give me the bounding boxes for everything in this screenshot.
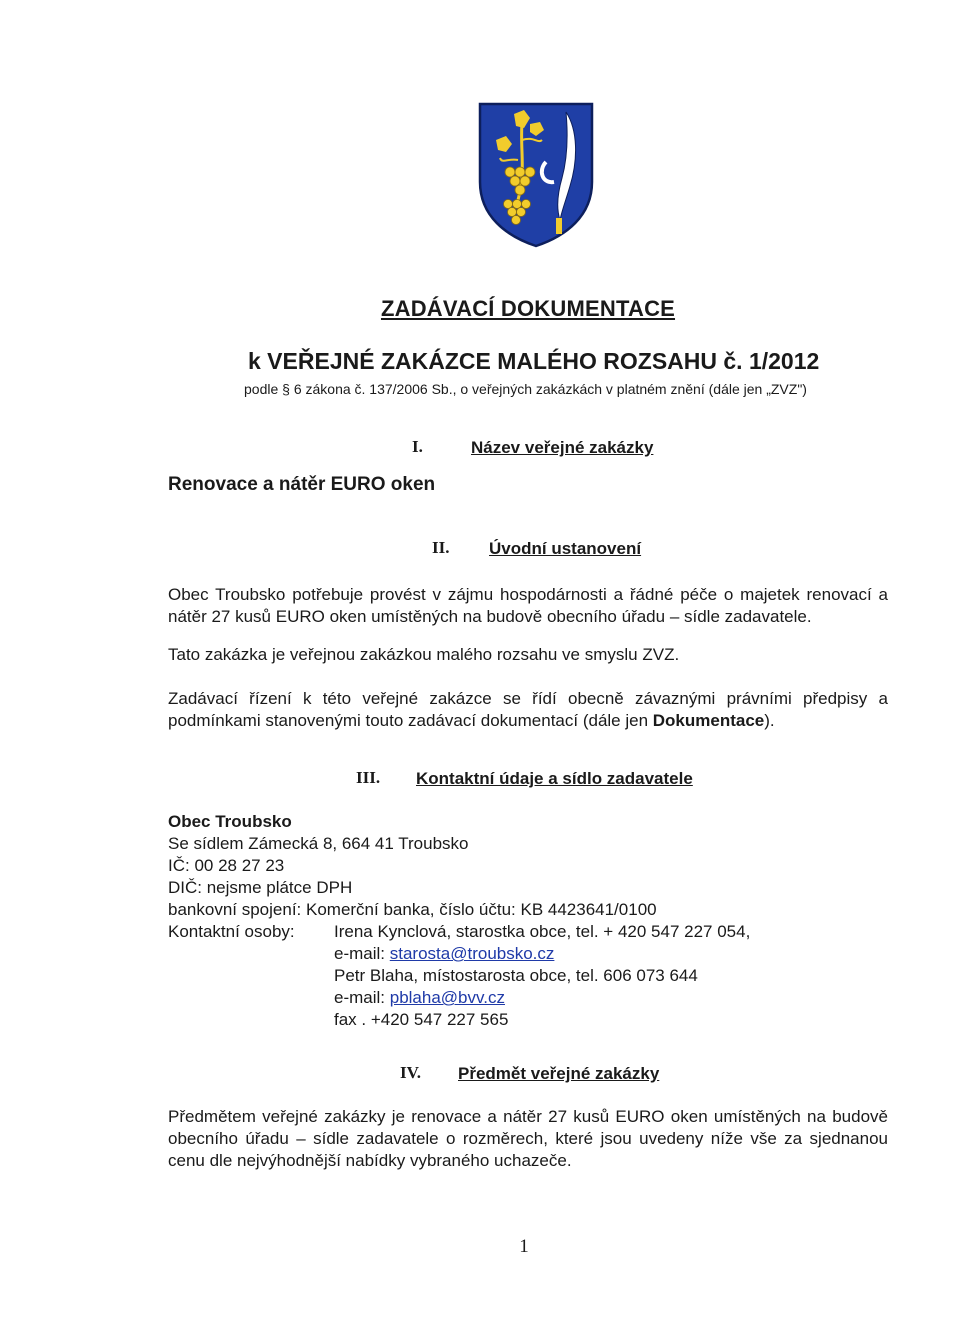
section-3-number: III. — [356, 768, 381, 787]
municipal-coat-of-arms-icon — [474, 100, 598, 248]
contact-2-email-row — [334, 987, 505, 1009]
section-1-title: Název veřejné zakázky — [471, 438, 654, 457]
intro-paragraph-2: Tato zakázka je veřejnou zakázkou malého rozsahu ve smyslu ZVZ. — [168, 645, 680, 664]
section-4-number: IV. — [400, 1063, 421, 1082]
fax-number: fax . +420 547 227 565 — [334, 1010, 509, 1029]
intro-paragraph-1: Obec Troubsko potřebuje provést v zájmu hospodárnosti a řádné péče o majetek renovací a nátěr 27 kusů EURO oken umístěných na budově obecního úřadu – sídle zadavatele. — [168, 585, 888, 626]
law-reference: podle § 6 zákona č. 137/2006 Sb., o veřejných zakázkách v platném znění (dále jen „ZVZ") — [244, 381, 807, 397]
email-link-starosta[interactable]: starosta@troubsko.cz — [389, 944, 555, 963]
document-subtitle: k VEŘEJNÉ ZAKÁZCE MALÉHO ROZSAHU č. 1/2012 — [248, 348, 820, 374]
intro-paragraph-3-end: ). — [764, 711, 775, 730]
page-number: 1 — [519, 1236, 529, 1257]
section-1-number: I. — [412, 437, 423, 456]
intro-paragraph-3 — [168, 688, 888, 732]
email-label: e-mail: — [334, 944, 386, 963]
section-3-title: Kontaktní údaje a sídlo zadavatele — [416, 769, 693, 788]
email-link-pblaha[interactable]: pblaha@bvv.cz — [389, 988, 505, 1007]
contract-name: Renovace a nátěr EURO oken — [168, 474, 436, 495]
subject-paragraph: Předmětem veřejné zakázky je renovace a nátěr 27 kusů EURO oken umístěných na budově obecního úřadu – sídle zadavatele o rozměrech, které jsou uvedeny níže vše za sjednanou cenu dle nejvýhodnější nabídky vybraného uchazeče. — [168, 1107, 888, 1170]
dokumentace-term: Dokumentace — [652, 711, 765, 730]
document-title: ZADÁVACÍ DOKUMENTACE — [380, 296, 676, 321]
section-4-title: Předmět veřejné zakázky — [458, 1064, 660, 1083]
section-2-title: Úvodní ustanovení — [489, 539, 642, 558]
contact-person-1: Irena Kynclová, starostka obce, tel. + 420 547 227 054, — [334, 922, 751, 941]
organization-ic: IČ: 00 28 27 23 — [168, 856, 285, 875]
contacts-label: Kontaktní osoby: — [168, 922, 295, 941]
organization-dic: DIČ: nejsme plátce DPH — [168, 878, 353, 897]
organization-name: Obec Troubsko — [168, 812, 292, 831]
email-label: e-mail: — [334, 988, 386, 1007]
contact-person-2: Petr Blaha, místostarosta obce, tel. 606 073 644 — [334, 966, 698, 985]
section-2-number: II. — [432, 538, 450, 557]
organization-address: Se sídlem Zámecká 8, 664 41 Troubsko — [168, 834, 469, 853]
bank-details: bankovní spojení: Komerční banka, číslo účtu: KB 4423641/0100 — [168, 900, 657, 919]
coat-of-arms — [474, 100, 598, 248]
contact-1-email-row — [334, 943, 554, 965]
intro-paragraph-3-text: Zadávací řízení k této veřejné zakázce se řídí obecně závaznými právními předpisy a podmínkami stanovenými touto zadávací dokumentací (dále jen — [168, 689, 888, 730]
